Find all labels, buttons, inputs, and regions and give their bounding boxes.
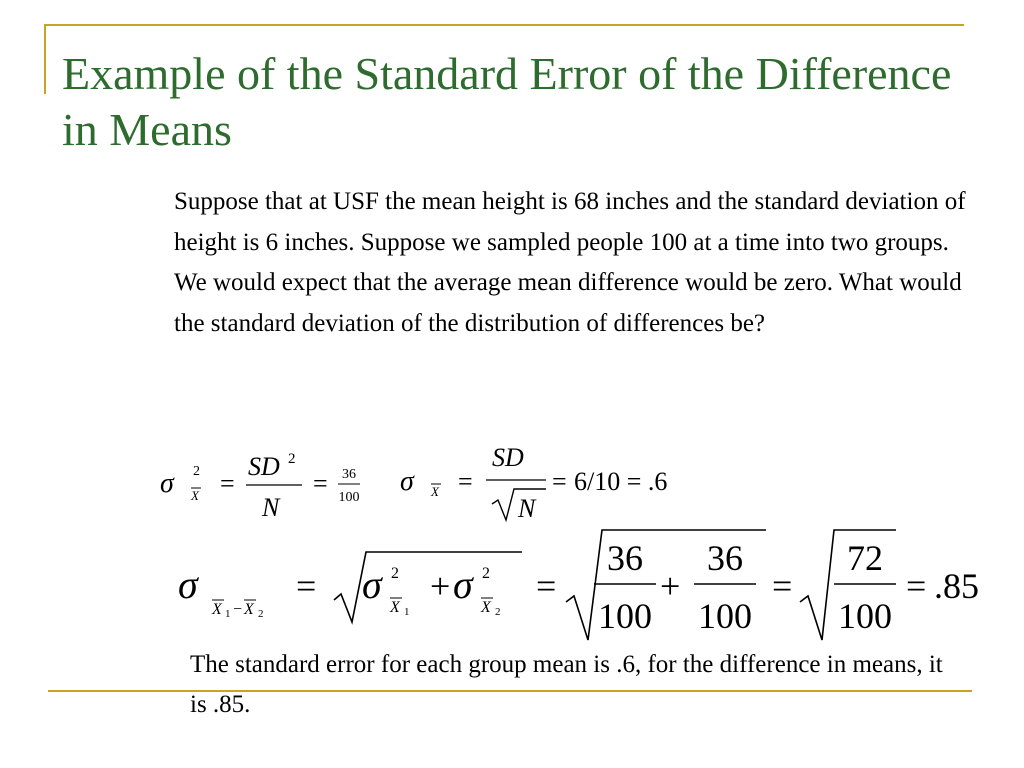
svg-text:−: − [233, 601, 243, 618]
frame-left-rule [44, 24, 46, 94]
second-term-denominator: 100 [698, 596, 752, 636]
variance-rhs-denominator: 100 [338, 490, 360, 505]
slide-title: Example of the Standard Error of the Difference in Means [62, 48, 952, 155]
svg-text:X: X [212, 601, 222, 618]
svg-text:2: 2 [391, 565, 399, 582]
svg-text:σ: σ [453, 562, 473, 607]
svg-text:2: 2 [258, 608, 264, 620]
svg-text:σ: σ [362, 562, 382, 607]
difference-se-result: .85 [934, 566, 979, 606]
svg-text:=: = [220, 469, 235, 498]
first-term-denominator: 100 [598, 596, 652, 636]
svg-text:σ: σ [400, 466, 414, 497]
svg-text:=: = [552, 467, 567, 496]
svg-text:=: = [296, 566, 317, 606]
svg-text:2: 2 [482, 565, 490, 582]
svg-text:X: X [244, 601, 254, 618]
svg-text:=: = [458, 467, 473, 496]
svg-text:N: N [518, 494, 536, 523]
svg-text:=: = [906, 566, 927, 606]
svg-text:2: 2 [288, 451, 296, 467]
frame-top-rule [44, 24, 964, 26]
svg-text:X: X [191, 488, 199, 503]
second-term-numerator: 36 [707, 538, 743, 578]
conclusion-text: The standard error for each group mean is .6, for the difference in means, it is .85. [190, 651, 943, 718]
svg-text:σ: σ [178, 562, 198, 607]
svg-text:2: 2 [495, 606, 501, 618]
svg-text:SD: SD [492, 443, 524, 472]
svg-text:X: X [431, 484, 439, 499]
problem-statement: Suppose that at USF the mean height is 68 inches and the standard deviation of height is 6 inches. Suppose we sampled people 100 at a time into two groups. We would expect that the average mean difference would be zero. What would the standard deviation of the distribution of differences be? [174, 188, 966, 337]
svg-text:X: X [481, 599, 491, 616]
svg-text:SD: SD [248, 452, 280, 481]
svg-text:=: = [313, 469, 328, 498]
svg-text:=: = [772, 566, 793, 606]
svg-text:σ: σ [160, 468, 174, 499]
standard-error-result: 6/10 = .6 [574, 467, 668, 496]
svg-text:=: = [536, 566, 557, 606]
svg-text:N: N [262, 493, 280, 522]
sum-numerator: 72 [847, 538, 883, 578]
difference-se-equation [178, 530, 1008, 650]
svg-text:+: + [430, 566, 451, 606]
svg-text:2: 2 [193, 464, 200, 479]
svg-text:X: X [390, 599, 400, 616]
variance-rhs-numerator: 36 [342, 467, 356, 482]
sum-denominator: 100 [838, 596, 892, 636]
svg-text:1: 1 [225, 608, 231, 620]
first-term-numerator: 36 [607, 538, 643, 578]
svg-text:+: + [660, 566, 681, 606]
standard-error-equation [400, 438, 740, 528]
svg-text:1: 1 [404, 606, 410, 618]
